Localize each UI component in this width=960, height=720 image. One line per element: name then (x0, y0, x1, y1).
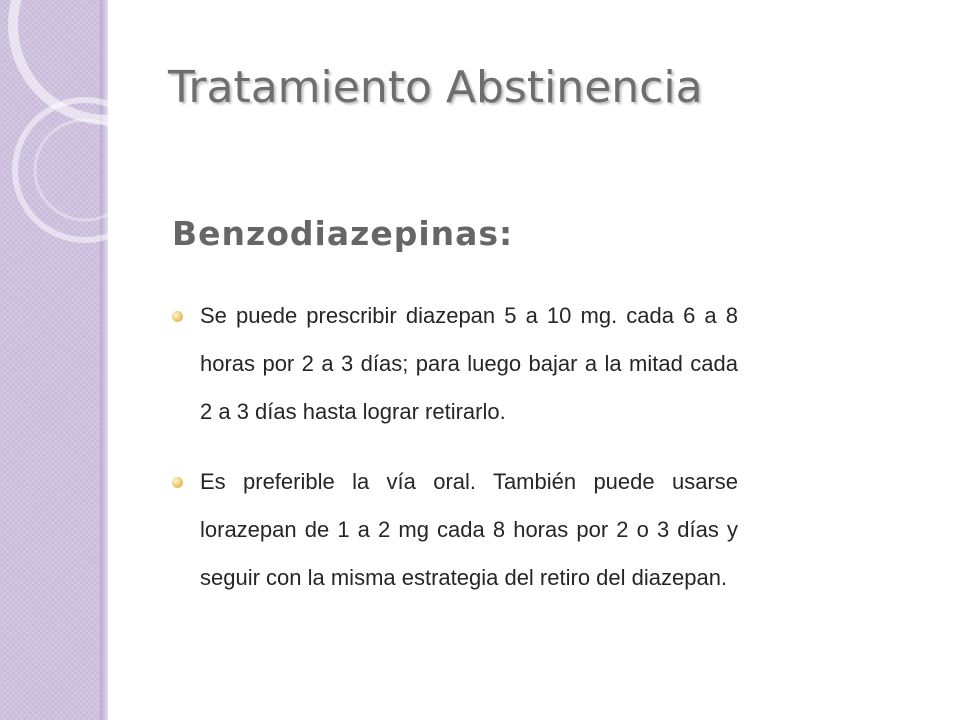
bullet-item (172, 458, 738, 602)
bullet-list (172, 292, 738, 624)
bullet-dot-icon (172, 311, 183, 322)
bullet-text: Es preferible la vía oral. También puede usarse lorazepan de 1 a 2 mg cada 8 horas por 2 o 3 días y seguir con la misma estrategia del retiro del diazepan. (200, 469, 738, 590)
bullet-dot-icon (172, 477, 183, 488)
concentric-circles-icon (0, 0, 108, 260)
bullet-item (172, 292, 738, 436)
slide-subtitle: Benzodiazepinas: (172, 214, 514, 253)
bullet-text: Se puede prescribir diazepan 5 a 10 mg. cada 6 a 8 horas por 2 a 3 días; para luego bajar a la mitad cada 2 a 3 días hasta lograr retirarlo. (200, 303, 738, 424)
slide-title: Tratamiento Abstinencia (168, 62, 703, 113)
